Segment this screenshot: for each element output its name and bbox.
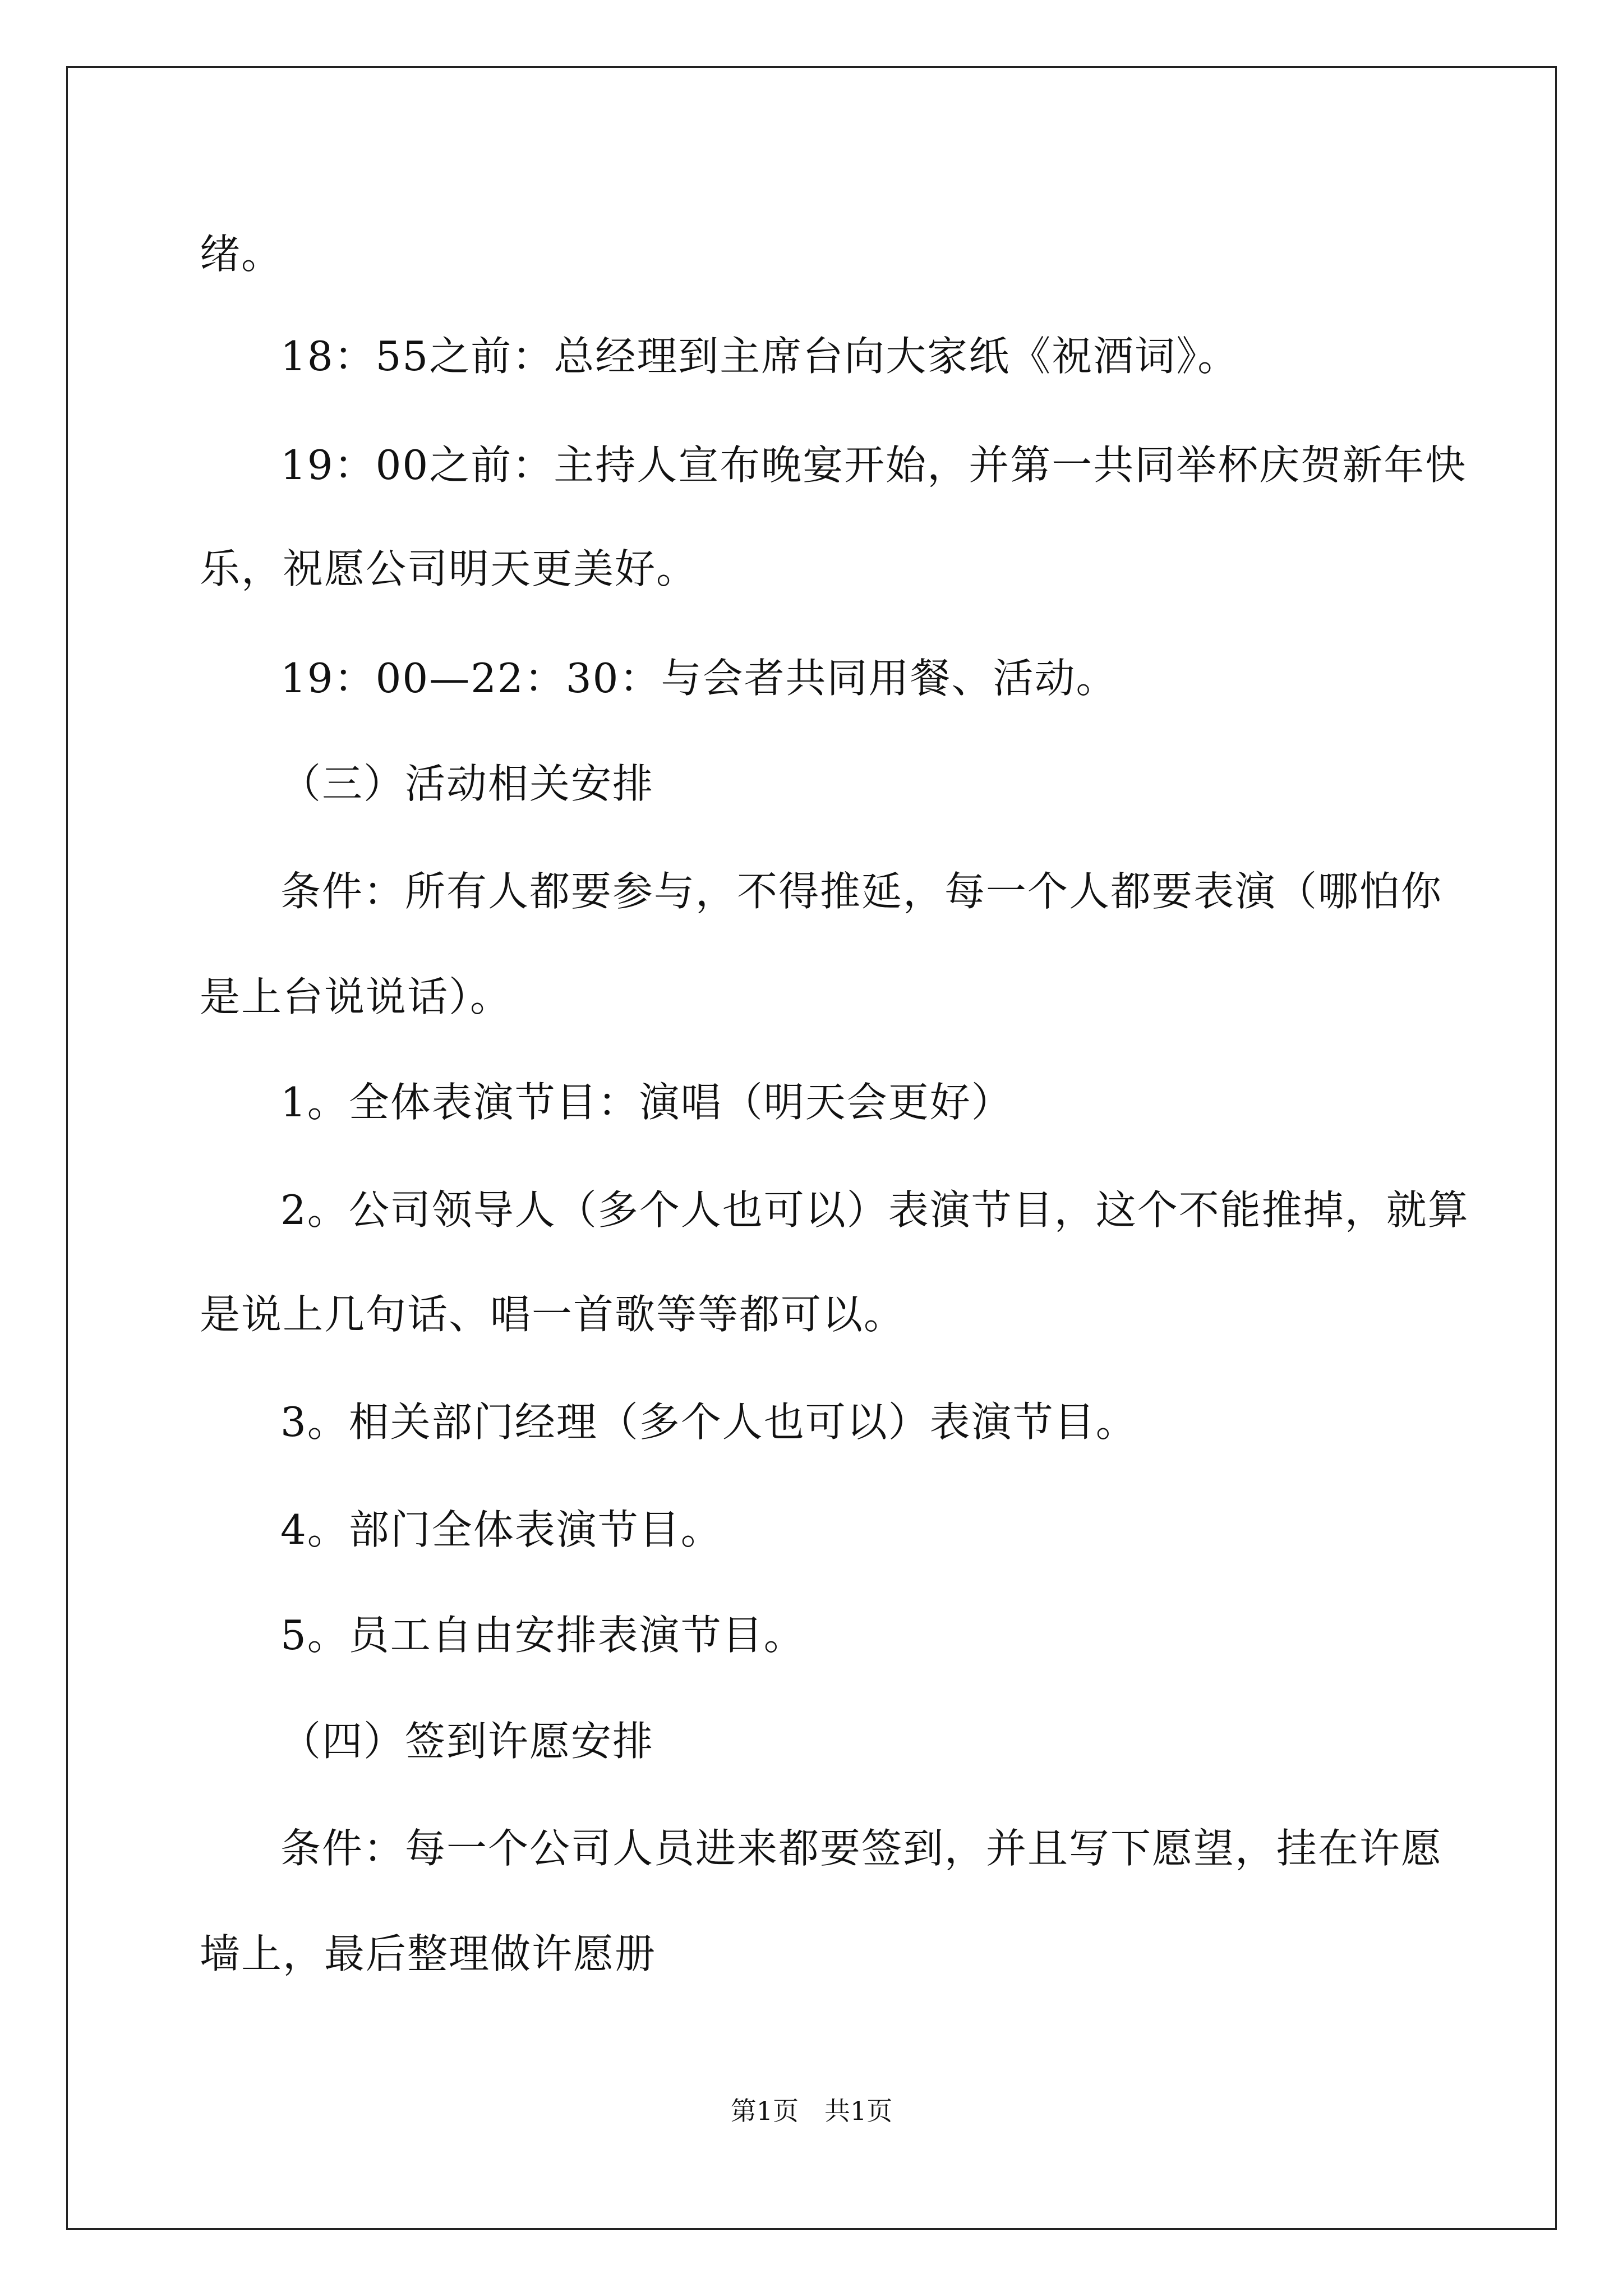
list-item: 5。员工自由安排表演节目。 bbox=[280, 1612, 805, 1659]
text-line: 18：55之前：总经理到主席台向大家纸《祝酒词》。 bbox=[280, 333, 1239, 380]
text-line: 19：00—22：30：与会者共同用餐、活动。 bbox=[280, 655, 1118, 702]
list-item: 3。相关部门经理（多个人也可以）表演节目。 bbox=[280, 1398, 1137, 1446]
list-item: 4。部门全体表演节目。 bbox=[280, 1506, 722, 1553]
text-line: 19：00之前：主持人宣布晚宴开始，并第一共同举杯庆贺新年快 bbox=[280, 441, 1467, 489]
text-line: 乐，祝愿公司明天更美好。 bbox=[200, 545, 698, 592]
text-line: 条件：所有人都要参与，不得推延，每一个人都要表演（哪怕你 bbox=[280, 868, 1443, 915]
text-line: 墙上，最后整理做许愿册 bbox=[200, 1930, 657, 1977]
page-number-footer: 第1页 共1页 bbox=[730, 2096, 893, 2126]
text-line: 绪。 bbox=[200, 231, 283, 278]
text-line: 是上台说说话）。 bbox=[200, 973, 512, 1020]
section-heading: （四）签到许愿安排 bbox=[280, 1718, 654, 1765]
page-border bbox=[66, 66, 1557, 2230]
list-item: 2。公司领导人（多个人也可以）表演节目，这个不能推掉，就算 bbox=[280, 1186, 1469, 1234]
text-line: 条件：每一个公司人员进来都要签到，并且写下愿望，挂在许愿 bbox=[280, 1825, 1443, 1872]
list-item: 1。全体表演节目：演唱（明天会更好） bbox=[280, 1079, 1013, 1126]
text-line: 是说上几句话、唱一首歌等等都可以。 bbox=[200, 1291, 906, 1338]
section-heading: （三）活动相关安排 bbox=[280, 760, 654, 807]
